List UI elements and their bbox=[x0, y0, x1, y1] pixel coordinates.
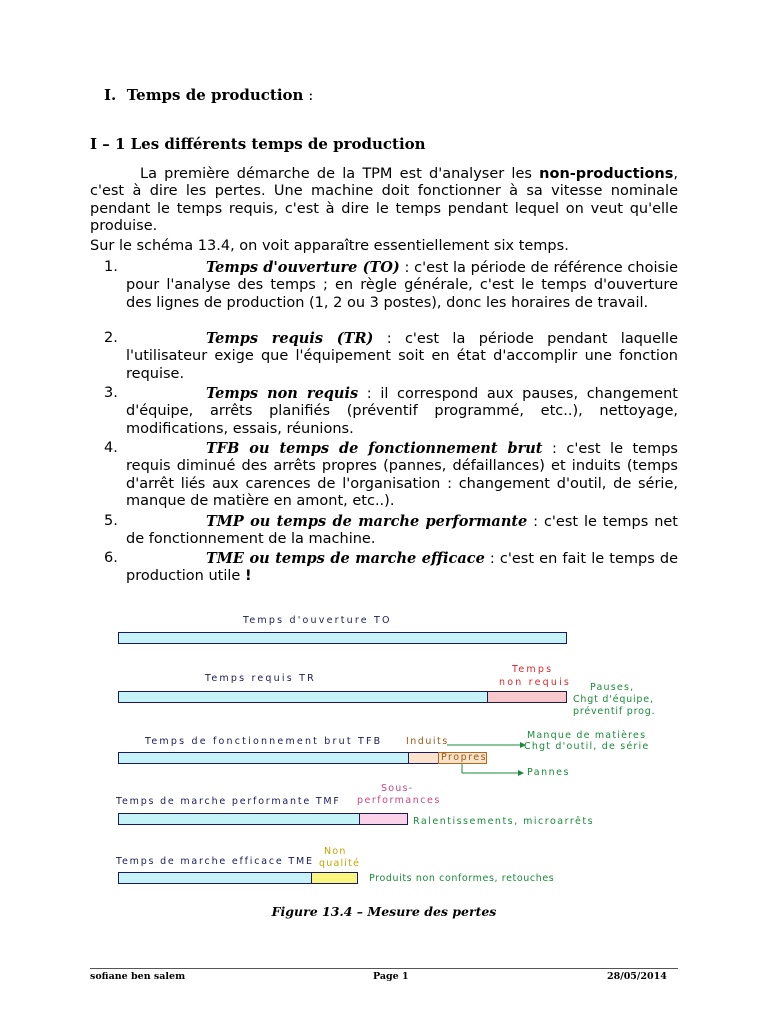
non-qualite-bar bbox=[311, 872, 358, 884]
tme-label: Temps de marche efficace TME bbox=[116, 856, 314, 867]
list-number: 2. bbox=[104, 330, 118, 346]
list-item bbox=[104, 385, 678, 438]
sous-perf-line1: Sous- bbox=[381, 783, 414, 794]
tnr-note-line2: Chgt d'équipe, bbox=[573, 694, 654, 705]
tnr-bar bbox=[487, 691, 567, 703]
list-item bbox=[104, 513, 678, 549]
list-item bbox=[104, 550, 678, 586]
non-qualite-note: Produits non conformes, retouches bbox=[369, 873, 555, 884]
list-item bbox=[104, 440, 678, 510]
tfb-bar bbox=[118, 752, 409, 764]
list-text: : c'est la période pendant laquelle l'utilisateur exige que l'équipement soit en état d'accomplir une fonction requise. bbox=[126, 331, 678, 382]
footer-date: 28/05/2014 bbox=[607, 971, 667, 982]
list-number: 1. bbox=[104, 259, 118, 275]
tr-bar bbox=[118, 691, 488, 703]
tfb-label: Temps de fonctionnement brut TFB bbox=[145, 736, 383, 747]
tnr-label-line2: non requis bbox=[499, 677, 572, 688]
footer-author: sofiane ben salem bbox=[90, 971, 186, 982]
induits-note-line2: Chgt d'outil, de série bbox=[524, 741, 650, 752]
tnr-note-line1: Pauses, bbox=[590, 682, 635, 693]
arrows-icon bbox=[440, 736, 530, 781]
footer-divider bbox=[90, 968, 678, 969]
schema-sentence: Sur le schéma 13.4, on voit apparaître essentiellement six temps. bbox=[90, 238, 569, 254]
section-number: I. bbox=[104, 86, 117, 104]
intro-end: , c'est à dire les pertes. Une machine doit fonctionner à sa vitesse nominale pendant le temps requis, c'est à dire le temps pendant lequel on veut qu'elle produise. bbox=[90, 166, 678, 234]
list-term: Temps d'ouverture (TO) bbox=[206, 259, 400, 276]
list-text: : il correspond aux pauses, changement d'équipe, arrêts planifiés (préventif programmé, etc..), nettoyage, modifications, essais, réunions. bbox=[126, 386, 678, 437]
list-number: 3. bbox=[104, 385, 118, 401]
list-item bbox=[104, 259, 678, 312]
sous-perf-bar bbox=[359, 813, 408, 825]
non-qualite-line1: Non bbox=[324, 846, 347, 857]
to-bar bbox=[118, 632, 567, 644]
tme-bar bbox=[118, 872, 312, 884]
intro-paragraph bbox=[90, 166, 678, 235]
tnr-note-line3: préventif prog. bbox=[573, 706, 656, 717]
non-qualite-line2: qualité bbox=[319, 858, 361, 869]
list-term: TFB ou temps de fonctionnement brut bbox=[206, 440, 543, 457]
sous-perf-line2: performances bbox=[357, 795, 441, 806]
intro-start: La première démarche de la TPM est d'analyser les bbox=[140, 166, 540, 182]
list-term: Temps requis (TR) bbox=[206, 330, 374, 347]
tnr-label-line1: Temps bbox=[512, 664, 554, 675]
list-text: : c'est le temps net de fonctionnement de la machine. bbox=[126, 514, 678, 548]
footer-page: Page 1 bbox=[373, 971, 409, 982]
tr-label: Temps requis TR bbox=[205, 673, 316, 684]
list-text: : c'est la période de référence choisie pour l'analyse des temps ; en règle générale, c'est le temps d'ouverture des lignes de production (1, 2 ou 3 postes), donc les horaires de travail. bbox=[126, 260, 678, 311]
list-term: TMP ou temps de marche performante bbox=[206, 513, 528, 530]
induits-bar bbox=[408, 752, 439, 764]
subsection-heading: I – 1 Les différents temps de production bbox=[90, 135, 426, 153]
list-item bbox=[104, 330, 678, 383]
list-term: TME ou temps de marche efficace bbox=[206, 550, 485, 567]
tmf-label: Temps de marche performante TMF bbox=[116, 796, 341, 807]
list-text: : c'est le temps requis diminué des arrêts propres (pannes, défaillances) et induits (temps d'arrêt liés aux carences de l'organisation : changement d'outil, de série, manque de matière en amont, etc..). bbox=[126, 441, 678, 509]
figure-caption: Figure 13.4 – Mesure des pertes bbox=[271, 904, 497, 919]
propres-label: Propres bbox=[441, 752, 488, 763]
sous-perf-note: Ralentissements, microarrêts bbox=[413, 816, 595, 827]
list-number: 5. bbox=[104, 513, 118, 529]
section-title: Temps de production bbox=[126, 86, 304, 104]
tmf-bar bbox=[118, 813, 360, 825]
induits-note-line1: Manque de matières bbox=[527, 730, 647, 741]
intro-bold: non-productions bbox=[539, 166, 674, 182]
propres-note: Pannes bbox=[527, 767, 570, 778]
induits-label: Induits bbox=[406, 736, 449, 747]
to-label: Temps d'ouverture TO bbox=[243, 615, 392, 626]
list-number: 6. bbox=[104, 550, 118, 566]
list-end: ! bbox=[244, 568, 252, 585]
section-heading bbox=[104, 86, 313, 104]
section-title-tail: : bbox=[303, 86, 314, 104]
list-term: Temps non requis bbox=[206, 385, 359, 402]
list-number: 4. bbox=[104, 440, 118, 456]
list-text: : c'est en fait le temps de production utile bbox=[126, 551, 678, 585]
